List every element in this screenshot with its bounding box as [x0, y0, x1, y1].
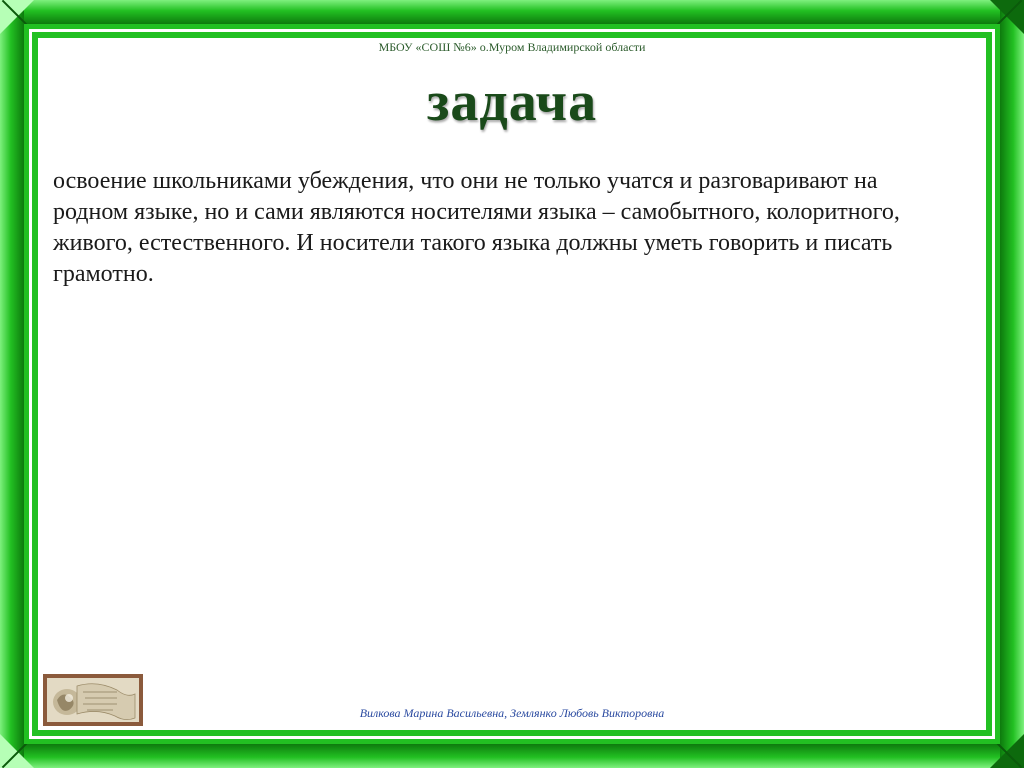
frame-bottom-edge [0, 744, 1024, 768]
slide-title: задача [426, 71, 598, 133]
slide-content [38, 38, 986, 730]
slide-body-text: освоение школьниками убеждения, что они не только учатся и разговаривают на родном языке, но и сами являются носителями языка – самобытного, колоритного, живого, естественного. И носители такого языка должны уметь говорить и писать грамотно. [53, 168, 900, 287]
frame-left-edge [0, 0, 24, 768]
school-header: МБОУ «СОШ №6» о.Муром Владимирской области [378, 40, 646, 54]
authors-footer: Вилкова Марина Васильевна, Землянко Любовь Викторовна [359, 706, 665, 720]
frame-top-edge [0, 0, 1024, 24]
frame-right-edge [1000, 0, 1024, 768]
